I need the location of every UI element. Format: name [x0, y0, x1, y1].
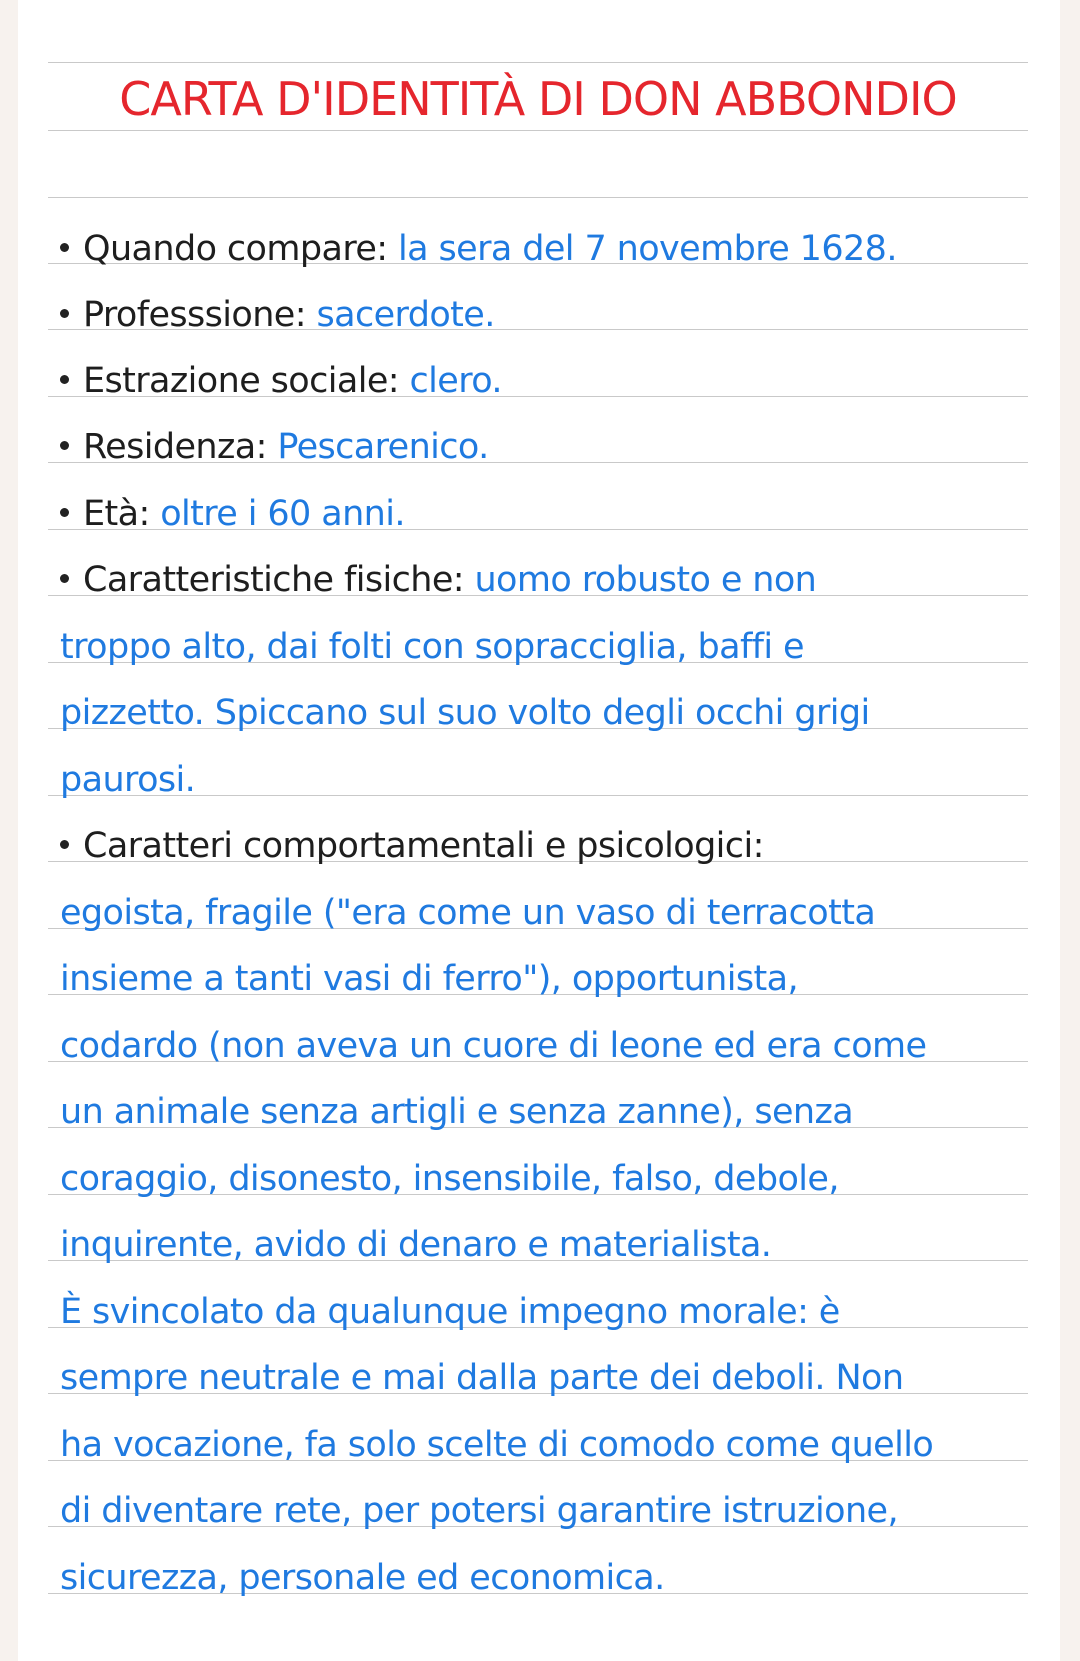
row-quando-compare	[60, 216, 897, 282]
row-caratteristiche-fisiche	[60, 547, 816, 613]
behavior-text-line: codardo (non aveva un cuore di leone ed era come	[60, 1026, 927, 1066]
rule-line	[48, 130, 1028, 131]
row-label: Età:	[83, 494, 161, 534]
row-value: oltre i 60 anni.	[160, 494, 405, 534]
row-value: la sera del 7 novembre 1628.	[398, 229, 897, 269]
bullet-icon	[60, 441, 69, 450]
behavior-text-line: È svincolato da qualunque impegno morale: è	[60, 1292, 840, 1332]
row-label: Professsione:	[83, 295, 317, 335]
behavior-text-line: insieme a tanti vasi di ferro"), opportunista,	[60, 959, 799, 999]
bullet-icon	[60, 840, 69, 849]
bullet-icon	[60, 243, 69, 252]
behavior-text-line: egoista, fragile ("era come un vaso di terracotta	[60, 893, 876, 933]
row-label: Residenza:	[83, 427, 278, 467]
row-caratteri-comportamentali	[60, 813, 764, 879]
rule-line	[48, 197, 1028, 198]
row-eta	[60, 481, 405, 547]
bullet-icon	[60, 309, 69, 318]
row-label: Quando compare:	[83, 229, 399, 269]
behavior-text-line: inquirente, avido di denaro e materialista.	[60, 1225, 772, 1265]
physical-description-line: pizzetto. Spiccano sul suo volto degli occhi grigi	[60, 693, 870, 733]
page-title: CARTA D'IDENTITÀ DI DON ABBONDIO	[119, 72, 957, 126]
physical-description-line: paurosi.	[60, 760, 196, 800]
row-value: sacerdote.	[316, 295, 495, 335]
rule-line	[48, 62, 1028, 63]
row-estrazione-sociale	[60, 348, 502, 414]
physical-description-line: troppo alto, dai folti con sopracciglia, baffi e	[60, 627, 804, 667]
row-value: clero.	[409, 361, 502, 401]
bullet-icon	[60, 574, 69, 583]
behavior-text-line: ha vocazione, fa solo scelte di comodo come quello	[60, 1425, 934, 1465]
behavior-text-line: sempre neutrale e mai dalla parte dei deboli. Non	[60, 1358, 904, 1398]
row-label: Estrazione sociale:	[83, 361, 410, 401]
row-label: Caratteristiche fisiche:	[83, 560, 475, 600]
row-value: Pescarenico.	[277, 427, 489, 467]
row-value: uomo robusto e non	[474, 560, 817, 600]
behavior-text-line: sicurezza, personale ed economica.	[60, 1558, 665, 1598]
behavior-text-line: coraggio, disonesto, insensibile, falso, debole,	[60, 1159, 839, 1199]
behavior-text-line: di diventare rete, per potersi garantire istruzione,	[60, 1491, 898, 1531]
bullet-icon	[60, 508, 69, 517]
row-residenza	[60, 414, 489, 480]
bullet-icon	[60, 375, 69, 384]
row-professione	[60, 282, 495, 348]
behavior-text-line: un animale senza artigli e senza zanne), senza	[60, 1092, 854, 1132]
row-label: Caratteri comportamentali e psicologici:	[83, 826, 764, 866]
